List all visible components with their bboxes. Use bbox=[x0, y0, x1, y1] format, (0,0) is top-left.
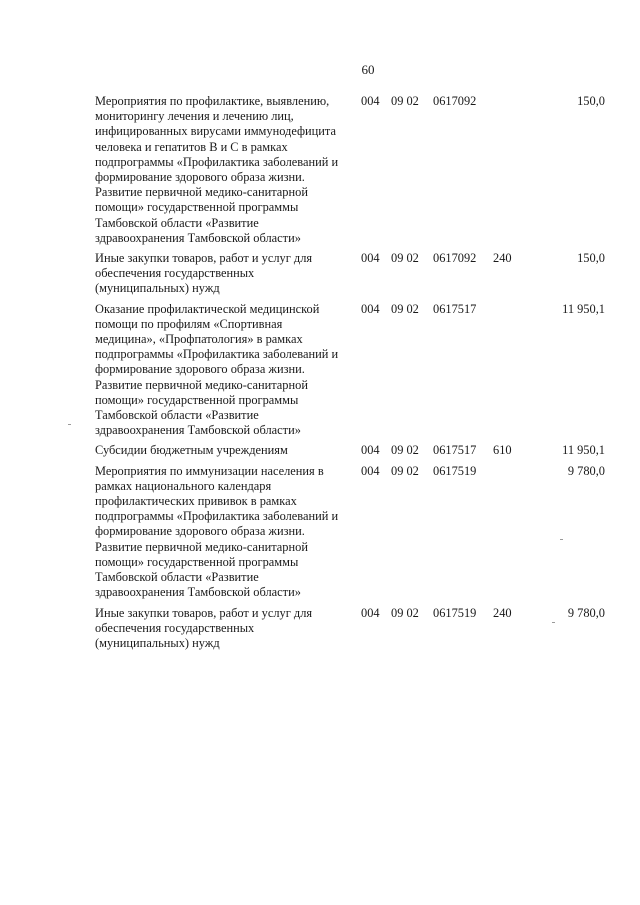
row-expense-type bbox=[489, 297, 525, 439]
table-row bbox=[95, 601, 605, 652]
row-description: Мероприятия по иммунизации населения в рамках национального календаря профилактических прививок в рамках подпрограммы «Профилактика заболеваний и формирование здорового образа жизни. Развитие первичной медико-санитарной помощи» государственной программы Тамбовской области «Развитие здравоохранения Тамбовской области» bbox=[95, 463, 339, 600]
row-description: Иные закупки товаров, работ и услуг для обеспечения государственных (муниципальных) нужд bbox=[95, 605, 313, 650]
row-description: Мероприятия по профилактике, выявлению, мониторингу лечения и лечению лиц, инфицированных вирусами иммунодефицита человека и гепатитов В и С в рамках подпрограммы «Профилактика заболеваний и формирование здорового образа жизни. Развитие первичной медико-санитарной помощи» государственной программы Тамбовской области «Развитие здравоохранения Тамбовской области» bbox=[95, 94, 339, 245]
row-section-code: 09 02 bbox=[391, 251, 419, 266]
row-expense-type: 240 bbox=[493, 605, 512, 620]
row-department-code: 004 bbox=[361, 463, 380, 478]
table-row bbox=[95, 438, 605, 458]
row-description: Иные закупки товаров, работ и услуг для обеспечения государственных (муниципальных) нужд bbox=[95, 251, 313, 296]
table-row bbox=[95, 246, 605, 297]
row-description: Оказание профилактической медицинской помощи по профилям «Спортивная медицина», «Профпатология» в рамках подпрограммы «Профилактика заболеваний и формирование здорового образа жизни. Развитие первичной медико-санитарной помощи» государственной программы Тамбовской области «Развитие здравоохранения Тамбовской области» bbox=[95, 301, 339, 438]
row-target-article: 0617092 bbox=[433, 94, 477, 108]
row-target-article: 0617517 bbox=[433, 443, 477, 458]
row-target-article: 0617517 bbox=[433, 301, 477, 316]
row-section-code: 09 02 bbox=[391, 301, 419, 316]
row-expense-type: 240 bbox=[493, 251, 512, 266]
row-department-code: 004 bbox=[361, 605, 380, 620]
row-expense-type bbox=[489, 459, 525, 601]
row-section-code: 09 02 bbox=[391, 443, 419, 458]
row-amount: 9 780,0 bbox=[567, 463, 605, 478]
scan-speck bbox=[552, 622, 555, 623]
row-target-article: 0617519 bbox=[433, 463, 477, 478]
row-amount: 11 950,1 bbox=[562, 301, 605, 316]
page-number: 60 bbox=[361, 62, 375, 77]
row-amount: 11 950,1 bbox=[562, 443, 605, 458]
table-row bbox=[95, 459, 605, 601]
row-section-code: 09 02 bbox=[391, 605, 419, 620]
row-description: Субсидии бюджетным учреждениям bbox=[95, 443, 288, 458]
budget-table bbox=[95, 94, 605, 651]
row-section-code: 09 02 bbox=[391, 463, 419, 478]
row-amount: 9 780,0 bbox=[567, 605, 605, 620]
row-department-code: 004 bbox=[361, 94, 380, 108]
row-amount: 150,0 bbox=[577, 94, 605, 108]
row-target-article: 0617092 bbox=[433, 251, 477, 266]
table-row bbox=[95, 94, 605, 246]
row-department-code: 004 bbox=[361, 251, 380, 266]
row-amount: 150,0 bbox=[577, 251, 605, 266]
scan-speck bbox=[560, 539, 563, 540]
row-department-code: 004 bbox=[361, 443, 380, 458]
table-row bbox=[95, 297, 605, 439]
row-expense-type bbox=[489, 94, 525, 246]
row-department-code: 004 bbox=[361, 301, 380, 316]
scan-speck bbox=[68, 424, 71, 425]
row-expense-type: 610 bbox=[493, 443, 512, 458]
row-section-code: 09 02 bbox=[391, 94, 419, 108]
row-target-article: 0617519 bbox=[433, 605, 477, 620]
